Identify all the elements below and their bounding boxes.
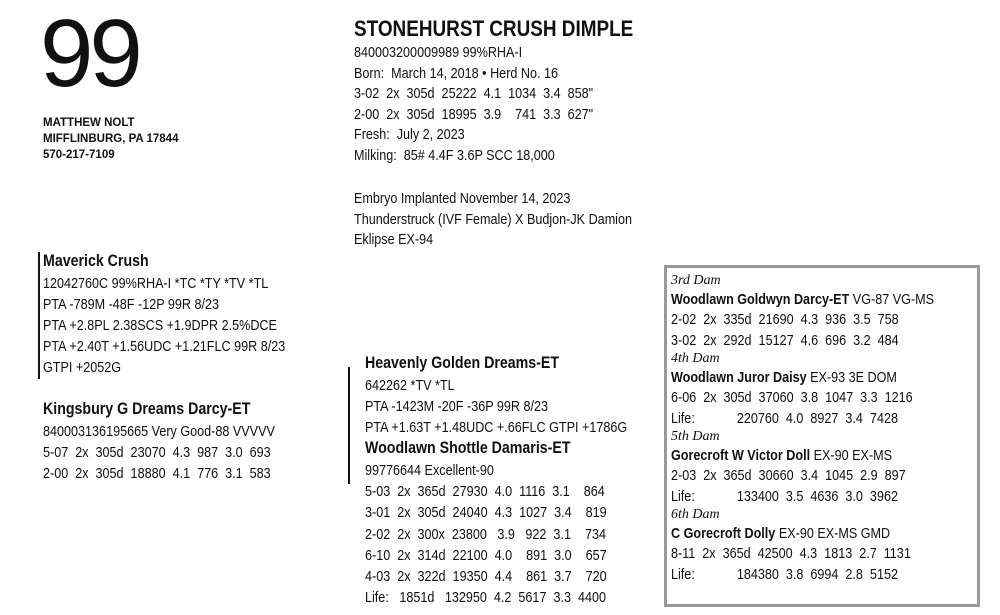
sire-line: 12042760C 99%RHA-I *TC *TY *TV *TL xyxy=(43,275,269,292)
ancestor-record: 2-02 2x 335d 21690 4.3 936 3.5 758 xyxy=(671,311,899,328)
ancestor-name: Woodlawn Goldwyn Darcy-ET xyxy=(671,291,850,308)
embryo-line: Embryo Implanted November 14, 2023 xyxy=(354,190,571,207)
granddam-lifetime: Life: 1851d 132950 4.2 5617 3.3 4400 xyxy=(365,589,607,607)
ancestor-classification: VG-87 VG-MS xyxy=(849,291,935,308)
generation-label: 4th Dam xyxy=(671,351,720,366)
generation-label: 3rd Dam xyxy=(671,273,721,288)
lot-number: 99 xyxy=(40,0,139,107)
ancestor-classification: EX-90 EX-MS GMD xyxy=(775,525,891,542)
ancestor-name: Woodlawn Juror Daisy xyxy=(671,369,807,386)
animal-detail-line: 2-00 2x 305d 18995 3.9 741 3.3 627" xyxy=(354,105,594,123)
dam-line: 2-00 2x 305d 18880 4.1 776 3.1 583 xyxy=(43,465,271,482)
ancestor-record: 2-03 2x 365d 30660 3.4 1045 2.9 897 xyxy=(671,467,906,484)
sire-line: PTA +2.40T +1.56UDC +1.21FLC 99R 8/23 xyxy=(43,338,286,355)
pedigree-bracket xyxy=(348,367,350,484)
consignor-name: MATTHEW NOLT xyxy=(43,117,135,129)
animal-detail-line: Milking: 85# 4.4F 3.6P SCC 18,000 xyxy=(354,146,555,164)
granddam-record: 4-03 2x 322d 19350 4.4 861 3.7 720 xyxy=(365,568,607,586)
mgs-line: 642262 *TV *TL xyxy=(365,377,455,394)
ancestor-box xyxy=(664,265,980,607)
granddam-line: 99776644 Excellent-90 xyxy=(365,462,494,479)
sire-info xyxy=(43,250,331,378)
ancestor-record: 8-11 2x 365d 42500 4.3 1813 2.7 1131 xyxy=(671,545,911,562)
dam-name: Kingsbury G Dreams Darcy-ET xyxy=(43,400,251,418)
dam-info xyxy=(43,398,319,484)
mgs-line: PTA +1.63T +1.48UDC +.66FLC GTPI +1786G xyxy=(365,419,628,436)
granddam-name: Woodlawn Shottle Damaris-ET xyxy=(365,439,571,457)
embryo-info xyxy=(354,189,685,251)
granddam-info xyxy=(365,437,653,608)
mgs-line: PTA -1423M -20F -36P 99R 8/23 xyxy=(365,398,549,415)
ancestor-record: 6-06 2x 305d 37060 3.8 1047 3.3 1216 xyxy=(671,389,913,406)
generation-label: 5th Dam xyxy=(671,429,720,444)
animal-detail-line: 3-02 2x 305d 25222 4.1 1034 3.4 858" xyxy=(354,85,594,102)
ancestor-name: C Gorecroft Dolly xyxy=(671,525,776,542)
granddam-record: 6-10 2x 314d 22100 4.0 891 3.0 657 xyxy=(365,546,607,564)
granddam-record: 2-02 2x 300x 23800 3.9 922 3.1 734 xyxy=(365,525,606,543)
embryo-line: Eklipse EX-94 xyxy=(354,231,434,248)
ancestor-lifetime: Life: 184380 3.8 6994 2.8 5152 xyxy=(671,565,898,583)
ancestor-classification: EX-93 3E DOM xyxy=(806,369,897,386)
consignor-city: MIFFLINBURG, PA 17844 xyxy=(43,133,179,145)
granddam-record: 5-03 2x 365d 27930 4.0 1116 3.1 864 xyxy=(365,483,605,501)
animal-detail-line: Fresh: July 2, 2023 xyxy=(354,126,465,143)
granddam-record: 3-01 2x 305d 24040 4.3 1027 3.4 819 xyxy=(365,504,607,522)
sire-line: PTA +2.8PL 2.38SCS +1.9DPR 2.5%DCE xyxy=(43,317,277,334)
mgs-name: Heavenly Golden Dreams-ET xyxy=(365,354,559,372)
animal-detail-line: 840003200009989 99%RHA-I xyxy=(354,44,523,61)
animal-info xyxy=(354,16,679,166)
dam-line: 5-07 2x 305d 23070 4.3 987 3.0 693 xyxy=(43,444,271,461)
sire-line: PTA -789M -48F -12P 99R 8/23 xyxy=(43,296,220,313)
consignor-phone: 570-217-7109 xyxy=(43,149,115,161)
animal-name: STONEHURST CRUSH DIMPLE xyxy=(354,16,634,41)
dam-line: 840003136195665 Very Good-88 VVVVV xyxy=(43,423,275,440)
generation-label: 6th Dam xyxy=(671,507,720,522)
sire-name: Maverick Crush xyxy=(43,252,149,270)
ancestor-lifetime: Life: 133400 3.5 4636 3.0 3962 xyxy=(671,487,898,505)
sire-line: GTPI +2052G xyxy=(43,359,122,376)
ancestor-record: 3-02 2x 292d 15127 4.6 696 3.2 484 xyxy=(671,331,899,349)
maternal-grandsire-info xyxy=(365,352,677,438)
ancestor-classification: EX-90 EX-MS xyxy=(810,447,893,464)
consignor-info xyxy=(43,115,178,163)
embryo-line: Thunderstruck (IVF Female) X Budjon-JK Damion xyxy=(354,210,633,228)
ancestor-lifetime: Life: 220760 4.0 8927 3.4 7428 xyxy=(671,409,898,427)
pedigree-bracket xyxy=(38,252,40,379)
ancestor-name: Gorecroft W Victor Doll xyxy=(671,447,811,464)
animal-detail-line: Born: March 14, 2018 • Herd No. 16 xyxy=(354,64,559,82)
